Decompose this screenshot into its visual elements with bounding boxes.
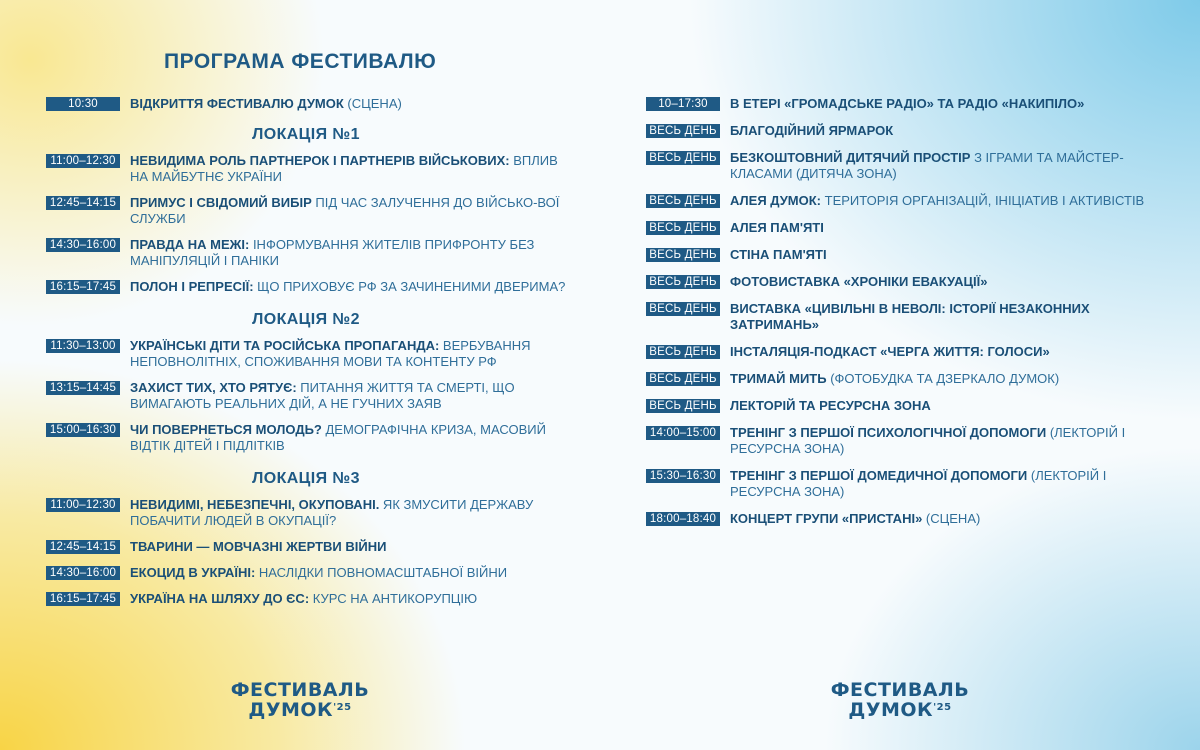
item-title: ТВАРИНИ — МОВЧАЗНІ ЖЕРТВИ ВІЙНИ — [130, 539, 387, 554]
item-title: ЗАХИСТ ТИХ, ХТО РЯТУЄ: — [130, 380, 297, 395]
item-title: ІНСТАЛЯЦІЯ-ПОДКАСТ «ЧЕРГА ЖИТТЯ: ГОЛОСИ» — [730, 344, 1050, 359]
time-badge: ВЕСЬ ДЕНЬ — [646, 194, 720, 208]
time-badge: ВЕСЬ ДЕНЬ — [646, 151, 720, 165]
item-description: (ФОТОБУДКА ТА ДЗЕРКАЛО ДУМОК) — [826, 371, 1060, 386]
logo-line1: ФЕСТИВАЛЬ — [230, 679, 370, 701]
schedule-item — [646, 220, 1166, 236]
location2-list — [46, 338, 566, 454]
schedule-item — [46, 338, 566, 370]
time-badge: 16:15–17:45 — [46, 592, 120, 606]
schedule-item — [646, 150, 1166, 182]
item-description: ТЕРИТОРІЯ ОРГАНІЗАЦІЙ, ІНІЦІАТИВ І АКТИВІСТІВ — [821, 193, 1145, 208]
item-title: АЛЕЯ ДУМОК: — [730, 193, 822, 208]
logo-line2: ДУМОК — [848, 699, 934, 721]
item-title: ВІДКРИТТЯ ФЕСТИВАЛЮ ДУМОК — [130, 96, 344, 111]
item-description: З ІГРАМИ ТА МАЙСТЕР-КЛАСАМИ (ДИТЯЧА ЗОНА) — [730, 150, 1124, 181]
schedule-item — [46, 195, 566, 227]
item-description: ВПЛИВ НА МАЙБУТНЄ УКРАЇНИ — [130, 153, 558, 184]
item-title: ПОЛОН І РЕПРЕСІЇ: — [130, 279, 254, 294]
right-list — [646, 96, 1166, 527]
schedule-item — [646, 123, 1166, 139]
item-title: В ЕТЕРІ «ГРОМАДСЬКЕ РАДІО» ТА РАДІО «НАКИПІЛО» — [730, 96, 1085, 111]
schedule-item — [646, 301, 1166, 333]
schedule-item — [646, 274, 1166, 290]
logo-line2: ДУМОК — [248, 699, 334, 721]
time-badge: 15:00–16:30 — [46, 423, 120, 437]
time-badge: 16:15–17:45 — [46, 280, 120, 294]
schedule-item — [46, 279, 566, 295]
time-badge: ВЕСЬ ДЕНЬ — [646, 124, 720, 138]
item-description: ДЕМОГРАФІЧНА КРИЗА, МАСОВИЙ ВІДТІК ДІТЕЙ І ПІДЛІТКІВ — [130, 422, 546, 453]
item-title: АЛЕЯ ПАМ'ЯТІ — [730, 220, 824, 235]
time-badge: ВЕСЬ ДЕНЬ — [646, 275, 720, 289]
schedule-item — [46, 591, 566, 607]
time-badge: ВЕСЬ ДЕНЬ — [646, 248, 720, 262]
item-description: ВЕРБУВАННЯ НЕПОВНОЛІТНІХ, СПОЖИВАННЯ МОВИ ТА КОНТЕНТУ РФ — [130, 338, 531, 369]
item-title: ТРЕНІНГ З ПЕРШОЇ ПСИХОЛОГІЧНОЇ ДОПОМОГИ — [730, 425, 1047, 440]
item-description: ПІД ЧАС ЗАЛУЧЕННЯ ДО ВІЙСЬКО-ВОЇ СЛУЖБИ — [130, 195, 560, 226]
item-title: ЛЕКТОРІЙ ТА РЕСУРСНА ЗОНА — [730, 398, 931, 413]
item-title: КОНЦЕРТ ГРУПИ «ПРИСТАНІ» — [730, 511, 923, 526]
time-badge: 14:30–16:00 — [46, 566, 120, 580]
location3-list — [46, 497, 566, 607]
schedule-item — [646, 398, 1166, 414]
logo-year: '25 — [333, 702, 352, 713]
schedule-item — [646, 344, 1166, 360]
location-heading: ЛОКАЦІЯ №3 — [252, 470, 360, 487]
time-badge: ВЕСЬ ДЕНЬ — [646, 372, 720, 386]
item-description: ПИТАННЯ ЖИТТЯ ТА СМЕРТІ, ЩО ВИМАГАЮТЬ РЕАЛЬНИХ ДІЙ, А НЕ ГУЧНИХ ЗАЯВ — [130, 380, 515, 411]
page-title: ПРОГРАМА ФЕСТИВАЛЮ — [164, 50, 437, 73]
item-description: НАСЛІДКИ ПОВНОМАСШТАБНОЇ ВІЙНИ — [255, 565, 508, 580]
schedule-item — [46, 539, 566, 555]
logo-year: '25 — [933, 702, 952, 713]
item-description: (ЛЕКТОРІЙ І РЕСУРСНА ЗОНА) — [730, 468, 1107, 499]
item-title: БЕЗКОШТОВНИЙ ДИТЯЧИЙ ПРОСТІР — [730, 150, 971, 165]
item-title: БЛАГОДІЙНИЙ ЯРМАРОК — [730, 123, 894, 138]
schedule-item — [646, 371, 1166, 387]
time-badge: 14:00–15:00 — [646, 426, 720, 440]
item-title: НЕВИДИМІ, НЕБЕЗПЕЧНІ, ОКУПОВАНІ. — [130, 497, 380, 512]
left-column — [46, 96, 566, 617]
time-badge: 10–17:30 — [646, 97, 720, 111]
time-badge: 18:00–18:40 — [646, 512, 720, 526]
item-description: (ЛЕКТОРІЙ І РЕСУРСНА ЗОНА) — [730, 425, 1126, 456]
time-badge: 12:45–14:15 — [46, 196, 120, 210]
time-badge: ВЕСЬ ДЕНЬ — [646, 345, 720, 359]
time-badge: 10:30 — [46, 97, 120, 111]
time-badge: 15:30–16:30 — [646, 469, 720, 483]
item-description: КУРС НА АНТИКОРУПЦІЮ — [309, 591, 478, 606]
schedule-item — [46, 565, 566, 581]
time-badge: ВЕСЬ ДЕНЬ — [646, 302, 720, 316]
schedule-item — [46, 237, 566, 269]
item-title: СТІНА ПАМ'ЯТІ — [730, 247, 827, 262]
item-description: (СЦЕНА) — [343, 96, 402, 111]
item-title: ПРИМУС І СВІДОМИЙ ВИБІР — [130, 195, 312, 210]
schedule-item — [646, 425, 1166, 457]
festival-logo-right — [820, 680, 980, 720]
location-heading: ЛОКАЦІЯ №1 — [252, 126, 360, 143]
right-column — [646, 96, 1166, 538]
item-title: ВИСТАВКА «ЦИВІЛЬНІ В НЕВОЛІ: ІСТОРІЇ НЕЗАКОННИХ ЗАТРИМАНЬ» — [730, 301, 1090, 332]
item-title: УКРАЇНА НА ШЛЯХУ ДО ЄС: — [130, 591, 310, 606]
time-badge: 13:15–14:45 — [46, 381, 120, 395]
schedule-item — [646, 96, 1166, 112]
item-description: (СЦЕНА) — [922, 511, 981, 526]
item-title: ЧИ ПОВЕРНЕТЬСЯ МОЛОДЬ? — [130, 422, 322, 437]
time-badge: 11:30–13:00 — [46, 339, 120, 353]
item-title: НЕВИДИМА РОЛЬ ПАРТНЕРОК І ПАРТНЕРІВ ВІЙСЬКОВИХ: — [130, 153, 510, 168]
opening-item — [46, 96, 566, 112]
item-title: ТРЕНІНГ З ПЕРШОЇ ДОМЕДИЧНОЇ ДОПОМОГИ — [730, 468, 1028, 483]
time-badge: ВЕСЬ ДЕНЬ — [646, 221, 720, 235]
item-title: УКРАЇНСЬКІ ДІТИ ТА РОСІЙСЬКА ПРОПАГАНДА: — [130, 338, 440, 353]
location-heading: ЛОКАЦІЯ №2 — [252, 311, 360, 328]
festival-logo-left — [220, 680, 380, 720]
time-badge: 14:30–16:00 — [46, 238, 120, 252]
item-title: ТРИМАЙ МИТЬ — [730, 371, 827, 386]
schedule-item — [646, 247, 1166, 263]
time-badge: 11:00–12:30 — [46, 498, 120, 512]
logo-line1: ФЕСТИВАЛЬ — [830, 679, 970, 701]
location1-list — [46, 153, 566, 295]
time-badge: 11:00–12:30 — [46, 154, 120, 168]
item-description: ІНФОРМУВАННЯ ЖИТЕЛІВ ПРИФРОНТУ БЕЗ МАНІПУЛЯЦІЙ І ПАНІКИ — [130, 237, 535, 268]
schedule-item — [46, 153, 566, 185]
schedule-item — [646, 468, 1166, 500]
item-title: ФОТОВИСТАВКА «ХРОНІКИ ЕВАКУАЦІЇ» — [730, 274, 988, 289]
item-description: ЩО ПРИХОВУЄ РФ ЗА ЗАЧИНЕНИМИ ДВЕРИМА? — [253, 279, 566, 294]
schedule-item — [46, 422, 566, 454]
schedule-item — [646, 511, 1166, 527]
time-badge: ВЕСЬ ДЕНЬ — [646, 399, 720, 413]
item-title: ЕКОЦИД В УКРАЇНІ: — [130, 565, 256, 580]
schedule-item — [46, 380, 566, 412]
schedule-item — [46, 497, 566, 529]
item-description: ЯК ЗМУСИТИ ДЕРЖАВУ ПОБАЧИТИ ЛЮДЕЙ В ОКУПАЦІЇ? — [130, 497, 534, 528]
item-title: ПРАВДА НА МЕЖІ: — [130, 237, 250, 252]
time-badge: 12:45–14:15 — [46, 540, 120, 554]
schedule-item — [646, 193, 1166, 209]
